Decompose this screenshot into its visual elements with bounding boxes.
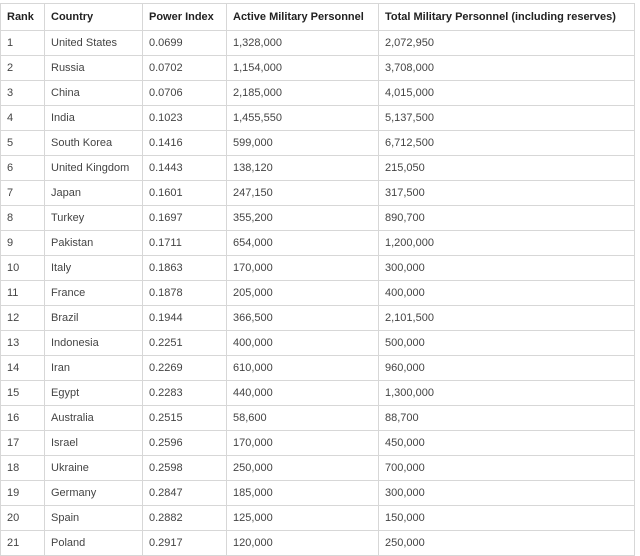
cell-total-personnel: 890,700 xyxy=(379,206,635,231)
cell-power-index: 0.2251 xyxy=(143,331,227,356)
table-row xyxy=(1,31,635,56)
cell-power-index: 0.1416 xyxy=(143,131,227,156)
cell-total-personnel: 88,700 xyxy=(379,406,635,431)
cell-rank: 6 xyxy=(1,156,45,181)
table-row xyxy=(1,331,635,356)
header-country: Country xyxy=(45,4,143,31)
table-row xyxy=(1,406,635,431)
cell-power-index: 0.0702 xyxy=(143,56,227,81)
cell-rank: 10 xyxy=(1,256,45,281)
cell-active-personnel: 1,328,000 xyxy=(227,31,379,56)
table-row xyxy=(1,56,635,81)
cell-country: United Kingdom xyxy=(45,156,143,181)
cell-country: Indonesia xyxy=(45,331,143,356)
cell-active-personnel: 440,000 xyxy=(227,381,379,406)
cell-power-index: 0.1601 xyxy=(143,181,227,206)
cell-total-personnel: 250,000 xyxy=(379,531,635,556)
cell-active-personnel: 355,200 xyxy=(227,206,379,231)
table-row xyxy=(1,256,635,281)
cell-rank: 21 xyxy=(1,531,45,556)
cell-power-index: 0.2283 xyxy=(143,381,227,406)
cell-rank: 15 xyxy=(1,381,45,406)
table-row xyxy=(1,306,635,331)
cell-total-personnel: 2,072,950 xyxy=(379,31,635,56)
table-body xyxy=(1,31,635,556)
cell-country: Japan xyxy=(45,181,143,206)
cell-active-personnel: 610,000 xyxy=(227,356,379,381)
cell-active-personnel: 170,000 xyxy=(227,256,379,281)
cell-active-personnel: 366,500 xyxy=(227,306,379,331)
header-total-personnel: Total Military Personnel (including reserves) xyxy=(379,4,635,31)
cell-country: Russia xyxy=(45,56,143,81)
table-row xyxy=(1,106,635,131)
cell-power-index: 0.1023 xyxy=(143,106,227,131)
cell-country: Australia xyxy=(45,406,143,431)
cell-country: Poland xyxy=(45,531,143,556)
cell-total-personnel: 215,050 xyxy=(379,156,635,181)
cell-country: Spain xyxy=(45,506,143,531)
cell-active-personnel: 138,120 xyxy=(227,156,379,181)
cell-country: Brazil xyxy=(45,306,143,331)
cell-power-index: 0.1863 xyxy=(143,256,227,281)
table-row xyxy=(1,356,635,381)
table-row xyxy=(1,431,635,456)
table-row xyxy=(1,231,635,256)
cell-country: United States xyxy=(45,31,143,56)
cell-rank: 17 xyxy=(1,431,45,456)
cell-power-index: 0.2269 xyxy=(143,356,227,381)
table-row xyxy=(1,281,635,306)
table-row xyxy=(1,506,635,531)
cell-total-personnel: 300,000 xyxy=(379,256,635,281)
table-row xyxy=(1,381,635,406)
cell-active-personnel: 1,455,550 xyxy=(227,106,379,131)
cell-rank: 14 xyxy=(1,356,45,381)
cell-total-personnel: 1,300,000 xyxy=(379,381,635,406)
header-row xyxy=(1,4,635,31)
cell-power-index: 0.2515 xyxy=(143,406,227,431)
cell-active-personnel: 185,000 xyxy=(227,481,379,506)
cell-total-personnel: 5,137,500 xyxy=(379,106,635,131)
cell-active-personnel: 170,000 xyxy=(227,431,379,456)
cell-total-personnel: 1,200,000 xyxy=(379,231,635,256)
cell-rank: 13 xyxy=(1,331,45,356)
cell-country: Italy xyxy=(45,256,143,281)
cell-active-personnel: 2,185,000 xyxy=(227,81,379,106)
cell-rank: 12 xyxy=(1,306,45,331)
cell-rank: 18 xyxy=(1,456,45,481)
table-row xyxy=(1,181,635,206)
table-row xyxy=(1,81,635,106)
cell-power-index: 0.2917 xyxy=(143,531,227,556)
cell-active-personnel: 654,000 xyxy=(227,231,379,256)
cell-active-personnel: 250,000 xyxy=(227,456,379,481)
table-row xyxy=(1,206,635,231)
cell-country: France xyxy=(45,281,143,306)
cell-country: Egypt xyxy=(45,381,143,406)
cell-active-personnel: 1,154,000 xyxy=(227,56,379,81)
cell-active-personnel: 205,000 xyxy=(227,281,379,306)
table-row xyxy=(1,481,635,506)
cell-rank: 2 xyxy=(1,56,45,81)
cell-active-personnel: 125,000 xyxy=(227,506,379,531)
table-header xyxy=(1,4,635,31)
cell-rank: 4 xyxy=(1,106,45,131)
cell-rank: 3 xyxy=(1,81,45,106)
cell-country: Turkey xyxy=(45,206,143,231)
cell-power-index: 0.2847 xyxy=(143,481,227,506)
cell-country: Ukraine xyxy=(45,456,143,481)
cell-active-personnel: 58,600 xyxy=(227,406,379,431)
table-row xyxy=(1,156,635,181)
cell-power-index: 0.1878 xyxy=(143,281,227,306)
header-rank: Rank xyxy=(1,4,45,31)
cell-total-personnel: 400,000 xyxy=(379,281,635,306)
cell-rank: 19 xyxy=(1,481,45,506)
cell-power-index: 0.1944 xyxy=(143,306,227,331)
cell-power-index: 0.1711 xyxy=(143,231,227,256)
cell-rank: 8 xyxy=(1,206,45,231)
cell-country: India xyxy=(45,106,143,131)
cell-country: Germany xyxy=(45,481,143,506)
cell-power-index: 0.2598 xyxy=(143,456,227,481)
cell-power-index: 0.2882 xyxy=(143,506,227,531)
cell-total-personnel: 2,101,500 xyxy=(379,306,635,331)
cell-rank: 20 xyxy=(1,506,45,531)
cell-country: Pakistan xyxy=(45,231,143,256)
cell-active-personnel: 247,150 xyxy=(227,181,379,206)
cell-rank: 1 xyxy=(1,31,45,56)
military-power-table-container xyxy=(0,3,635,556)
cell-total-personnel: 960,000 xyxy=(379,356,635,381)
cell-power-index: 0.0699 xyxy=(143,31,227,56)
cell-power-index: 0.2596 xyxy=(143,431,227,456)
cell-rank: 9 xyxy=(1,231,45,256)
cell-total-personnel: 700,000 xyxy=(379,456,635,481)
cell-rank: 11 xyxy=(1,281,45,306)
cell-rank: 7 xyxy=(1,181,45,206)
cell-power-index: 0.1443 xyxy=(143,156,227,181)
cell-country: South Korea xyxy=(45,131,143,156)
military-power-table xyxy=(0,3,635,556)
cell-total-personnel: 4,015,000 xyxy=(379,81,635,106)
cell-power-index: 0.1697 xyxy=(143,206,227,231)
cell-country: Israel xyxy=(45,431,143,456)
cell-total-personnel: 317,500 xyxy=(379,181,635,206)
cell-total-personnel: 300,000 xyxy=(379,481,635,506)
table-row xyxy=(1,456,635,481)
cell-active-personnel: 599,000 xyxy=(227,131,379,156)
cell-rank: 16 xyxy=(1,406,45,431)
cell-total-personnel: 150,000 xyxy=(379,506,635,531)
header-power-index: Power Index xyxy=(143,4,227,31)
cell-active-personnel: 120,000 xyxy=(227,531,379,556)
cell-total-personnel: 450,000 xyxy=(379,431,635,456)
cell-rank: 5 xyxy=(1,131,45,156)
cell-total-personnel: 3,708,000 xyxy=(379,56,635,81)
header-active-personnel: Active Military Personnel xyxy=(227,4,379,31)
cell-power-index: 0.0706 xyxy=(143,81,227,106)
cell-country: Iran xyxy=(45,356,143,381)
table-row xyxy=(1,131,635,156)
cell-total-personnel: 500,000 xyxy=(379,331,635,356)
cell-country: China xyxy=(45,81,143,106)
cell-total-personnel: 6,712,500 xyxy=(379,131,635,156)
cell-active-personnel: 400,000 xyxy=(227,331,379,356)
